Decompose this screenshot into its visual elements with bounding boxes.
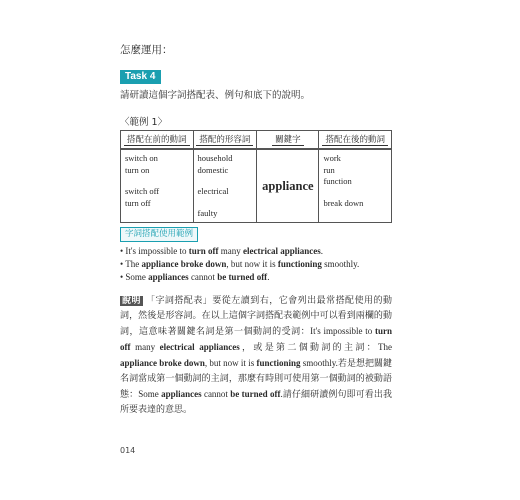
example-sentence: • The appliance broke down, but now it is functioning smoothly. <box>120 259 360 269</box>
explanation-label: 說明 <box>122 296 141 306</box>
task-description: 請研讀這個字詞搭配表、例句和底下的說明。 <box>120 90 311 101</box>
header-keyword: 關鍵字 <box>257 131 319 150</box>
header-verbs-after: 搭配在後的動詞 <box>319 131 392 150</box>
verb-item: function <box>323 176 352 186</box>
adjectives-cell <box>193 149 257 223</box>
header-verbs-before: 搭配在前的動詞 <box>121 131 194 150</box>
keyword-cell: appliance <box>257 149 319 223</box>
example-sentence: • It's impossible to turn off many electrical appliances. <box>120 246 324 256</box>
explanation-paragraph: 說明 「字詞搭配表」要從左讀到右，它會列出最常搭配使用的動詞，然後是形容詞。在以上這個字詞搭配表範例中可以看到兩欄的動詞，這意味著關鍵名詞是第一個動詞的受詞：It's impossible to turn off many electrical appliances，或是第二個動詞的主詞：The appliance broke down, but now it is functioning smoothly.若是想把關鍵名詞當成第一個動詞的主詞，那麼有時則可使用第一個動詞的被動語態：Some appliances cannot be turned off.請仔細研讀例句即可看出我所要表達的意思。 <box>120 296 392 415</box>
verbs-after-cell <box>319 149 392 223</box>
adjective-item: household <box>197 153 233 163</box>
intro-heading: 怎麼運用： <box>120 44 173 56</box>
adjective-item: electrical <box>197 186 229 196</box>
verb-item: break down <box>323 197 364 208</box>
page-number: 014 <box>120 446 136 455</box>
verbs-before-cell <box>121 149 194 223</box>
example-sentence: • Some appliances cannot be turned off. <box>120 272 270 282</box>
example-label: 〈範例 1〉 <box>120 117 168 128</box>
verb-item: turn off <box>125 197 151 208</box>
task-badge: Task 4 <box>120 70 161 84</box>
example-sentences <box>120 245 359 284</box>
header-adjectives: 搭配的形容詞 <box>193 131 257 150</box>
adjective-item: faulty <box>197 207 218 218</box>
verb-item: switch off <box>125 186 160 196</box>
table-header-row <box>121 131 392 150</box>
usage-examples-title: 字詞搭配使用範例 <box>120 227 198 242</box>
verb-item: run <box>323 164 335 175</box>
verb-item: switch on <box>125 153 158 163</box>
table-row <box>121 149 392 223</box>
verb-item: work <box>323 153 341 163</box>
collocation-table <box>120 130 392 223</box>
verb-item: turn on <box>125 164 150 175</box>
adjective-item: domestic <box>197 164 229 175</box>
